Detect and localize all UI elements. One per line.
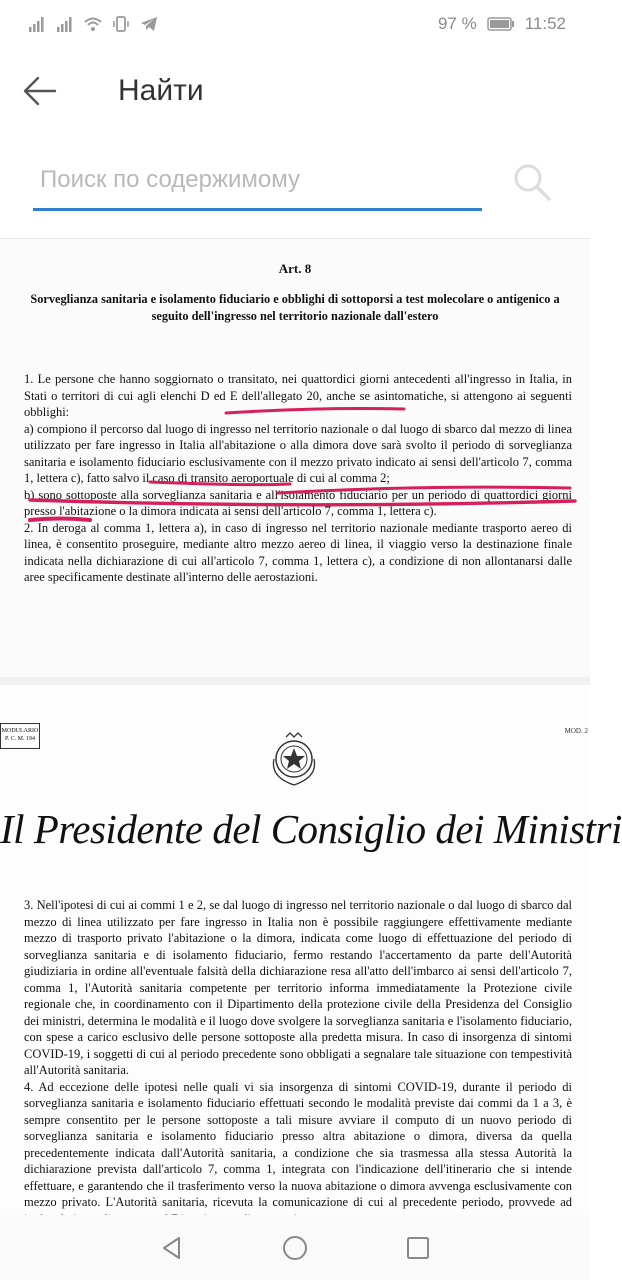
- clock: 11:52: [524, 14, 566, 33]
- article-body: [24, 371, 572, 586]
- article-title: Sorveglianza sanitaria e isolamento fiduciario e obblighi di sottoporsi a test molecolare o antigenico a seguito dell'ingresso nel territorio nazionale dall'estero: [30, 292, 560, 323]
- nav-recents-button[interactable]: [398, 1228, 438, 1268]
- article-heading: Art. 8: [278, 261, 312, 276]
- stamp-line: P. C. M. 194: [4, 736, 35, 742]
- nav-home-icon: [281, 1234, 309, 1262]
- paragraph-1: 1. Le persone che hanno soggiornato o transitato, nei quattordici giorni antecedenti all'ingresso in Italia, in Stati o territori di cui agli elenchi D ed E dell'allegato 20, anche se asintomatiche, si attengono ai seguenti obblighi:: [24, 372, 572, 419]
- document-page-1: [0, 239, 590, 677]
- modulo-number: MOD. 2: [564, 727, 588, 735]
- wifi-icon: [84, 15, 102, 33]
- back-button[interactable]: [0, 48, 80, 134]
- status-bar: [0, 0, 590, 48]
- battery-icon: [487, 16, 515, 32]
- search-icon[interactable]: [512, 162, 552, 202]
- navigation-bar: [0, 1215, 590, 1280]
- paragraph-1a: a) compiono il percorso dal luogo di ingresso nel territorio nazionale o dal luogo di sbarco dal mezzo di linea utilizzato per fare ingresso in Italia all'abitazione o alla dimora dove sarà svolto il periodo di sorveglianza sanitaria e isolamento fiduciario esclusivamente con il mezzo privato indicato ai sensi dell'articolo 7, comma 1, lettera c), fatto salvo il caso di transito aeroportuale di cui al comma 2;: [24, 421, 572, 485]
- search-bar: [0, 134, 590, 238]
- status-left-icons: [28, 15, 158, 33]
- paragraph-2: 2. In deroga al comma 1, lettera a), in caso di ingresso nel territorio nazionale mediante trasporto aereo di linea, è consentito proseguire, mediante altro mezzo aereo di linea, il viaggio verso la destinazione finale indicata nella dichiarazione di cui all'articolo 7, comma 1, lettera c), a condizione di non allontanarsi dalle aree specificamente destinate all'interno delle aerostazioni.: [24, 520, 572, 584]
- paragraph-4: 4. Ad eccezione delle ipotesi nelle quali vi sia insorgenza di sintomi COVID-19, durante il periodo di sorveglianza sanitaria e isolamento fiduciario effettuati secondo le modalità previste dai commi da 1 a 3, è sempre consentito per le persone sottoposte a tali misure avviare il computo di un nuovo periodo di sorveglianza sanitaria e isolamento fiduciario presso altra abitazione o dimora, diversa da quella precedentemente indicata dall'Autorità sanitaria, a condizione che sia trasmessa alla stessa Autorità la dichiarazione prevista dall'articolo 7, comma 1, integrata con l'indicazione dell'itinerario che si intende effettuare, e garantendo che il trasferimento verso la nuova abitazione o dimora avvenga esclusivamente con mezzo privato. L'Autorità sanitaria, ricevuta la comunicazione di cui al precedente periodo, provvede ad: [24, 1079, 572, 1209]
- document-page-2: [0, 685, 622, 1215]
- nav-recents-icon: [406, 1236, 430, 1260]
- battery-percent: 97 %: [437, 14, 477, 33]
- search-input[interactable]: [34, 158, 480, 202]
- article-body-2: [24, 897, 572, 1227]
- telegram-icon: [140, 15, 158, 33]
- modulario-stamp: [0, 723, 40, 749]
- signal-icon: [28, 15, 46, 33]
- signal-icon-2: [56, 15, 74, 33]
- paragraph-1b: b) sono sottoposte alla sorveglianza sanitaria e all'isolamento fiduciario per un periodo di quattordici giorni presso l'abitazione o la dimora indicata ai sensi dell'articolo 7, comma 1, lettera c).: [24, 487, 572, 518]
- emblem-icon: [264, 729, 324, 791]
- stamp-line: MODULARIO: [1, 728, 39, 734]
- search-underline: [33, 208, 482, 211]
- page-gap: [0, 677, 590, 685]
- paragraph-3: 3. Nell'ipotesi di cui ai commi 1 e 2, se dal luogo di ingresso nel territorio nazionale o dal luogo di sbarco dal mezzo di linea utilizzato per fare ingresso in Italia non è possibile raggiungere effettivamente mediante mezzo di trasporto privato l'abitazione o la dimora, indicata come luogo di effettuazione del periodo di sorveglianza sanitaria e di isolamento fiduciario, fermo restando l'accertamento da parte dell'Autorità giudiziaria in ordine all'eventuale falsità della dichiarazione resa all'atto dell'imbarco ai sensi dell'articolo 7, comma 1, l'Autorità sanitaria competente per territorio informa immediatamente la Protezione civile regionale che, in coordinamento con il Dipartimento della protezione civile della Presidenza del Consiglio dei ministri, determina le modalità e il luogo dove svolgere la sorveglianza sanitaria e l'isolamento fiduciario, con spese a carico esclusivo delle persone sottoposte alla predetta misura. In caso di insorgenza di sintomi COVID-19, i soggetti di cui al periodo precedente sono obbligati a segnalare tale situazione con tempestività all'Autorità sanitaria.: [24, 898, 572, 1077]
- back-arrow-icon: [23, 74, 57, 108]
- nav-back-button[interactable]: [152, 1228, 192, 1268]
- vibrate-icon: [112, 15, 130, 33]
- app-bar: [0, 48, 590, 134]
- letterhead: Il Presidente del Consiglio dei Ministri: [0, 806, 622, 852]
- nav-home-button[interactable]: [275, 1228, 315, 1268]
- nav-back-icon: [159, 1235, 185, 1261]
- status-right: [438, 14, 566, 34]
- page-title: Найти: [118, 74, 204, 107]
